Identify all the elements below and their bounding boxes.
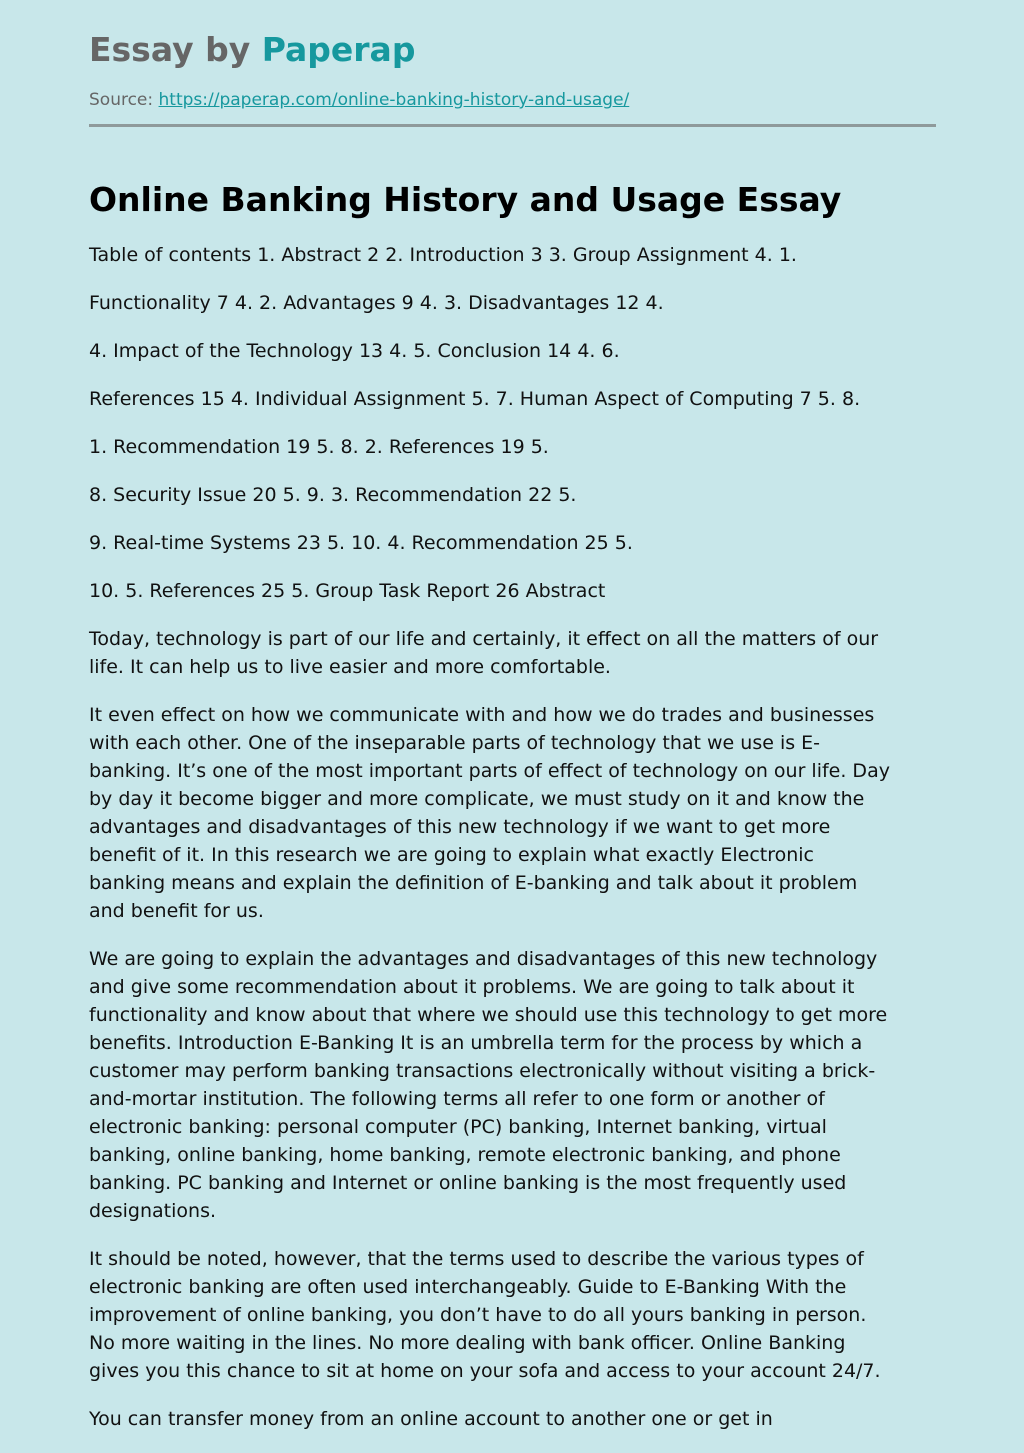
source-link[interactable]: https://paperap.com/online-banking-history-and-usage/ (158, 90, 630, 110)
toc-line-5: 1. Recommendation 19 5. 8. 2. References 19 5. (89, 436, 549, 458)
paragraph-communication: It even effect on how we communicate with and how we do trades and businesses with each other. One of the inseparable parts of technology that we use is E- banking. It’s one of the most important parts of effect of technology on our life. Day by day it become bigger and more complicate, we must study on it and know the advantages and disadvantages of this new technology if we want to get more benefit of it. In this research we are going to explain what exactly Electronic banking means and explain the definition of E-banking and talk about it problem and benefit for us. (89, 704, 890, 922)
toc-line-8: 10. 5. References 25 5. Group Task Report 26 Abstract (89, 580, 606, 602)
toc-line-1: Table of contents 1. Abstract 2 2. Introduction 3 3. Group Assignment 4. 1. (89, 244, 797, 266)
essay-body (89, 241, 936, 1453)
toc-line-7: 9. Real-time Systems 23 5. 10. 4. Recommendation 25 5. (89, 532, 633, 554)
brand-prefix: Essay by (89, 30, 262, 69)
source-label: Source: (89, 90, 159, 110)
toc-line-4: References 15 4. Individual Assignment 5. 7. Human Aspect of Computing 7 5. 8. (89, 388, 861, 410)
paragraph-e-banking-definition: We are going to explain the advantages and disadvantages of this new technology and give some recommendation about it problems. We are going to talk about it functionality and know about that where we should use this technology to get more benefits. Introduction E-Banking It is an umbrella term for the process by which a customer may perform banking transactions electronically without visiting a brick- and-mortar institution. The following terms all refer to one form or another of electronic banking: personal computer (PC) banking, Internet banking, virtual banking, online banking, home banking, remote electronic banking, and phone banking. PC banking and Internet or online banking is the most frequently used designations. (89, 948, 888, 1222)
essay-title: Online Banking History and Usage Essay (89, 180, 842, 219)
site-brand[interactable] (89, 28, 415, 72)
toc-line-2: Functionality 7 4. 2. Advantages 9 4. 3. Disadvantages 12 4. (89, 292, 664, 314)
header-divider (89, 124, 936, 127)
source-line (89, 88, 629, 112)
brand-name: Paperap (261, 30, 416, 69)
paragraph-transfer-money: You can transfer money from an online account to another one or get in (89, 1408, 773, 1430)
paragraph-guide-to-e-banking: It should be noted, however, that the terms used to describe the various types of electronic banking are often used interchangeably. Guide to E-Banking With the improvement of online banking, you don’t have to do all yours banking in person. No more waiting in the lines. No more dealing with bank officer. Online Banking gives you this chance to sit at home on your sofa and access to your account 24/7. (89, 1248, 881, 1382)
toc-line-3: 4. Impact of the Technology 13 4. 5. Conclusion 14 4. 6. (89, 340, 620, 362)
paragraph-abstract-intro: Today, technology is part of our life and certainly, it effect on all the matters of our life. It can help us to live easier and more comfortable. (89, 628, 879, 678)
toc-line-6: 8. Security Issue 20 5. 9. 3. Recommendation 22 5. (89, 484, 577, 506)
